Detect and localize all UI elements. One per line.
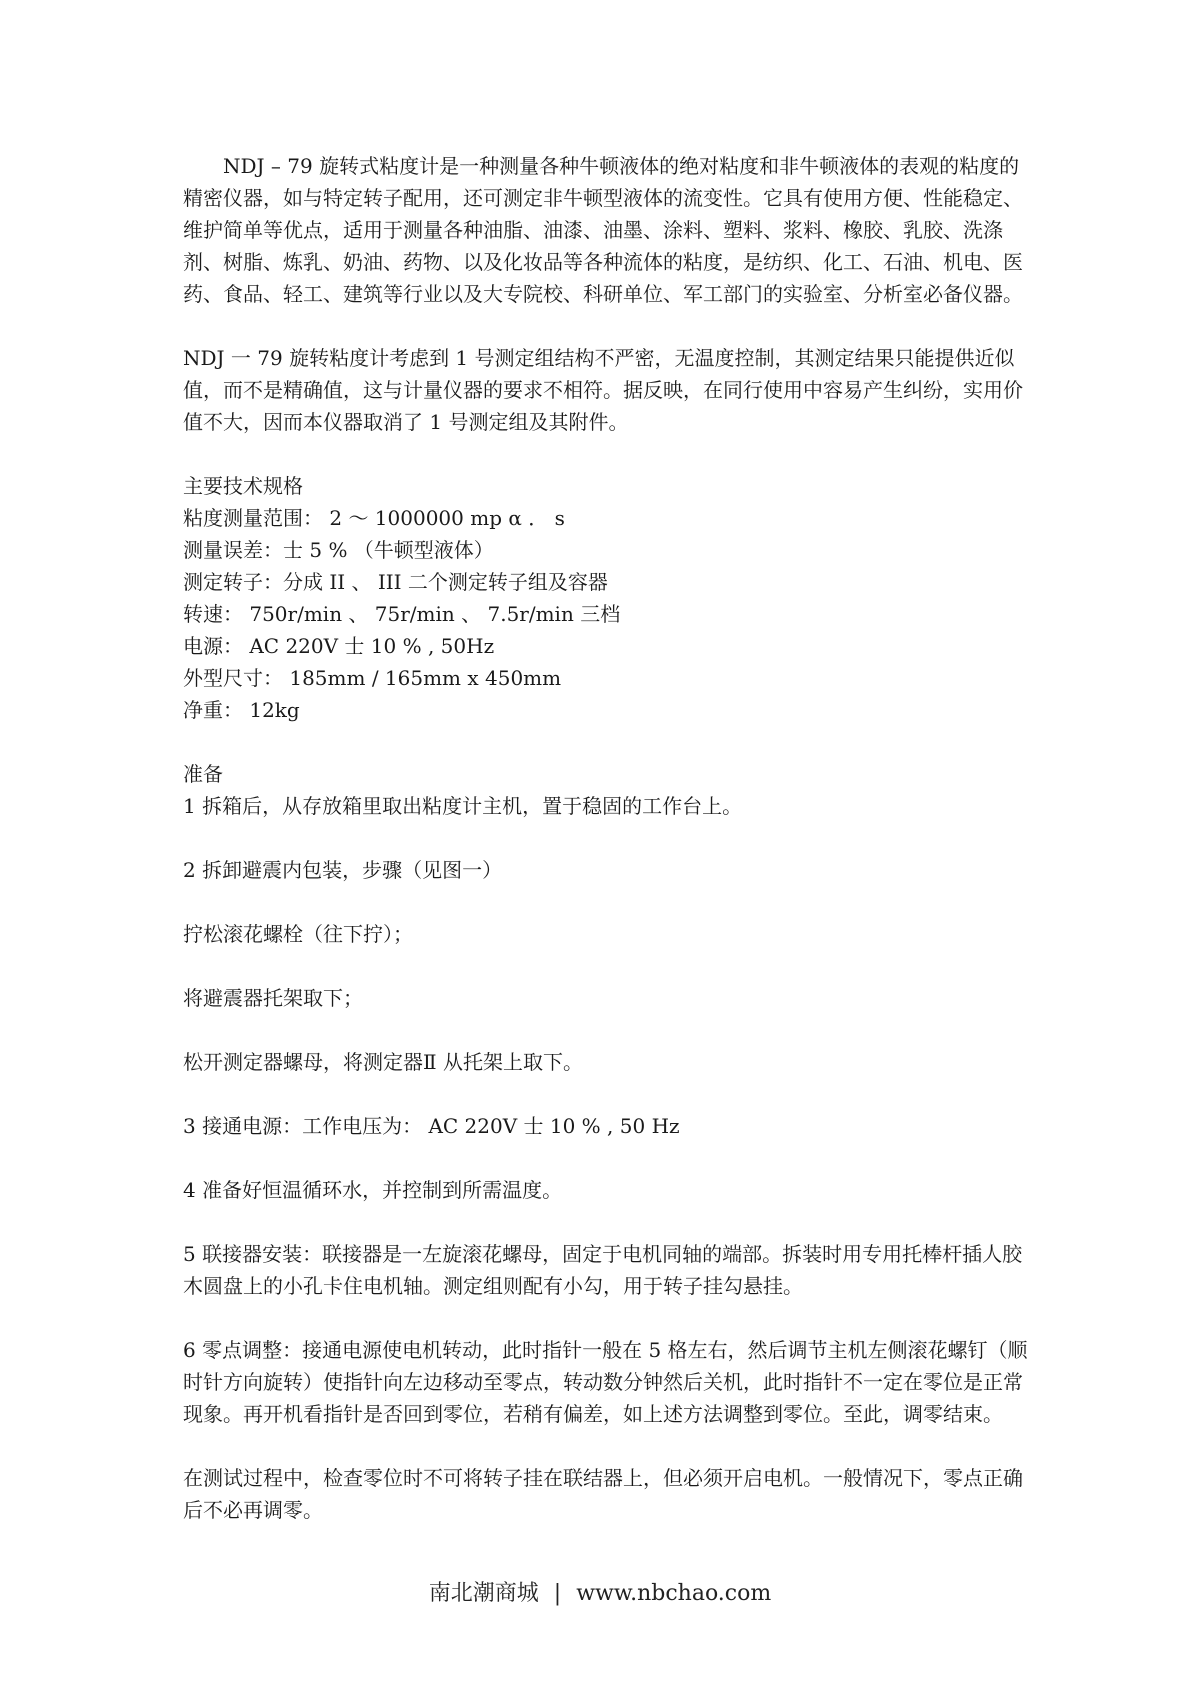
preparation-note: 在测试过程中，检查零位时不可将转子挂在联结器上，但必须开启电机。一般情况下，零点正确后不必再调零。: [183, 1466, 1023, 1522]
spec-item: 电源： AC 220V 士 10 % , 50Hz: [183, 634, 495, 658]
preparation-step-4: 4 准备好恒温循环水，并控制到所需温度。: [183, 1178, 563, 1202]
preparation-step-2c: 松开测定器螺母，将测定器Ⅱ 从托架上取下。: [183, 1050, 583, 1074]
preparation-step-2: 2 拆卸避震内包装，步骤（见图一）: [183, 858, 503, 882]
preparation-step-3: 3 接通电源：工作电压为： AC 220V 士 10 % , 50 Hz: [183, 1114, 680, 1138]
footer-brand: 南北潮商城: [428, 1581, 539, 1606]
spec-item: 测定转子：分成 II 、 III 二个测定转子组及容器: [183, 570, 608, 594]
spec-item: 测量误差：士 5 % （牛顿型液体）: [183, 538, 494, 562]
intro-paragraph: NDJ – 79 旋转式粘度计是一种测量各种牛顿液体的绝对粘度和非牛顿液体的表观的粘度的精密仪器，如与特定转子配用，还可测定非牛顿型液体的流变性。它具有使用方便、性能稳定、维护简单等优点，适用于测量各种油脂、油漆、油墨、涂料、塑料、浆料、橡胶、乳胶、洗涤剂、树脂、炼乳、奶油、药物、以及化妆品等各种流体的粘度，是纺织、化工、石油、机电、医药、食品、轻工、建筑等行业以及大专院校、科研单位、军工部门的实验室、分析室必备仪器。: [183, 154, 1023, 306]
spec-item: 净重： 12kg: [183, 698, 300, 722]
spec-item: 粘度测量范围： 2 ～ 1000000 mp α ． s: [183, 506, 565, 530]
preparation-step-2b: 将避震器托架取下；: [183, 986, 363, 1010]
preparation-heading: 准备: [183, 762, 223, 786]
document-body: [183, 150, 1033, 1526]
page-footer: [0, 1578, 1200, 1610]
spec-item: 外型尺寸： 185mm / 165mm x 450mm: [183, 666, 562, 690]
preparation-step-6: 6 零点调整：接通电源使电机转动，此时指针一般在 5 格左右，然后调节主机左侧滚花螺钉（顺时针方向旋转）使指针向左边移动至零点，转动数分钟然后关机，此时指针不一定在零位是正常现象。再开机看指针是否回到零位，若稍有偏差，如上述方法调整到零位。至此，调零结束。: [183, 1338, 1028, 1426]
spec-item: 转速： 750r/min 、 75r/min 、 7.5r/min 三档: [183, 602, 621, 626]
note-paragraph: NDJ 一 79 旋转粘度计考虑到 1 号测定组结构不严密，无温度控制，其测定结果只能提供近似值，而不是精确值，这与计量仪器的要求不相符。据反映，在同行使用中容易产生纠纷，实用价值不大，因而本仪器取消了 1 号测定组及其附件。: [183, 346, 1023, 434]
preparation-step-1: 1 拆箱后，从存放箱里取出粘度计主机，置于稳固的工作台上。: [183, 794, 743, 818]
footer-url-link[interactable]: www.nbchao.com: [576, 1581, 772, 1606]
footer-separator: |: [553, 1581, 562, 1606]
preparation-step-5: 5 联接器安装：联接器是一左旋滚花螺母，固定于电机同轴的端部。拆装时用专用托棒杆插人胶木圆盘上的小孔卡住电机轴。测定组则配有小勾，用于转子挂勾悬挂。: [183, 1242, 1023, 1298]
preparation-step-2a: 拧松滚花螺栓（往下拧）；: [183, 922, 413, 946]
specs-heading: 主要技术规格: [183, 474, 303, 498]
